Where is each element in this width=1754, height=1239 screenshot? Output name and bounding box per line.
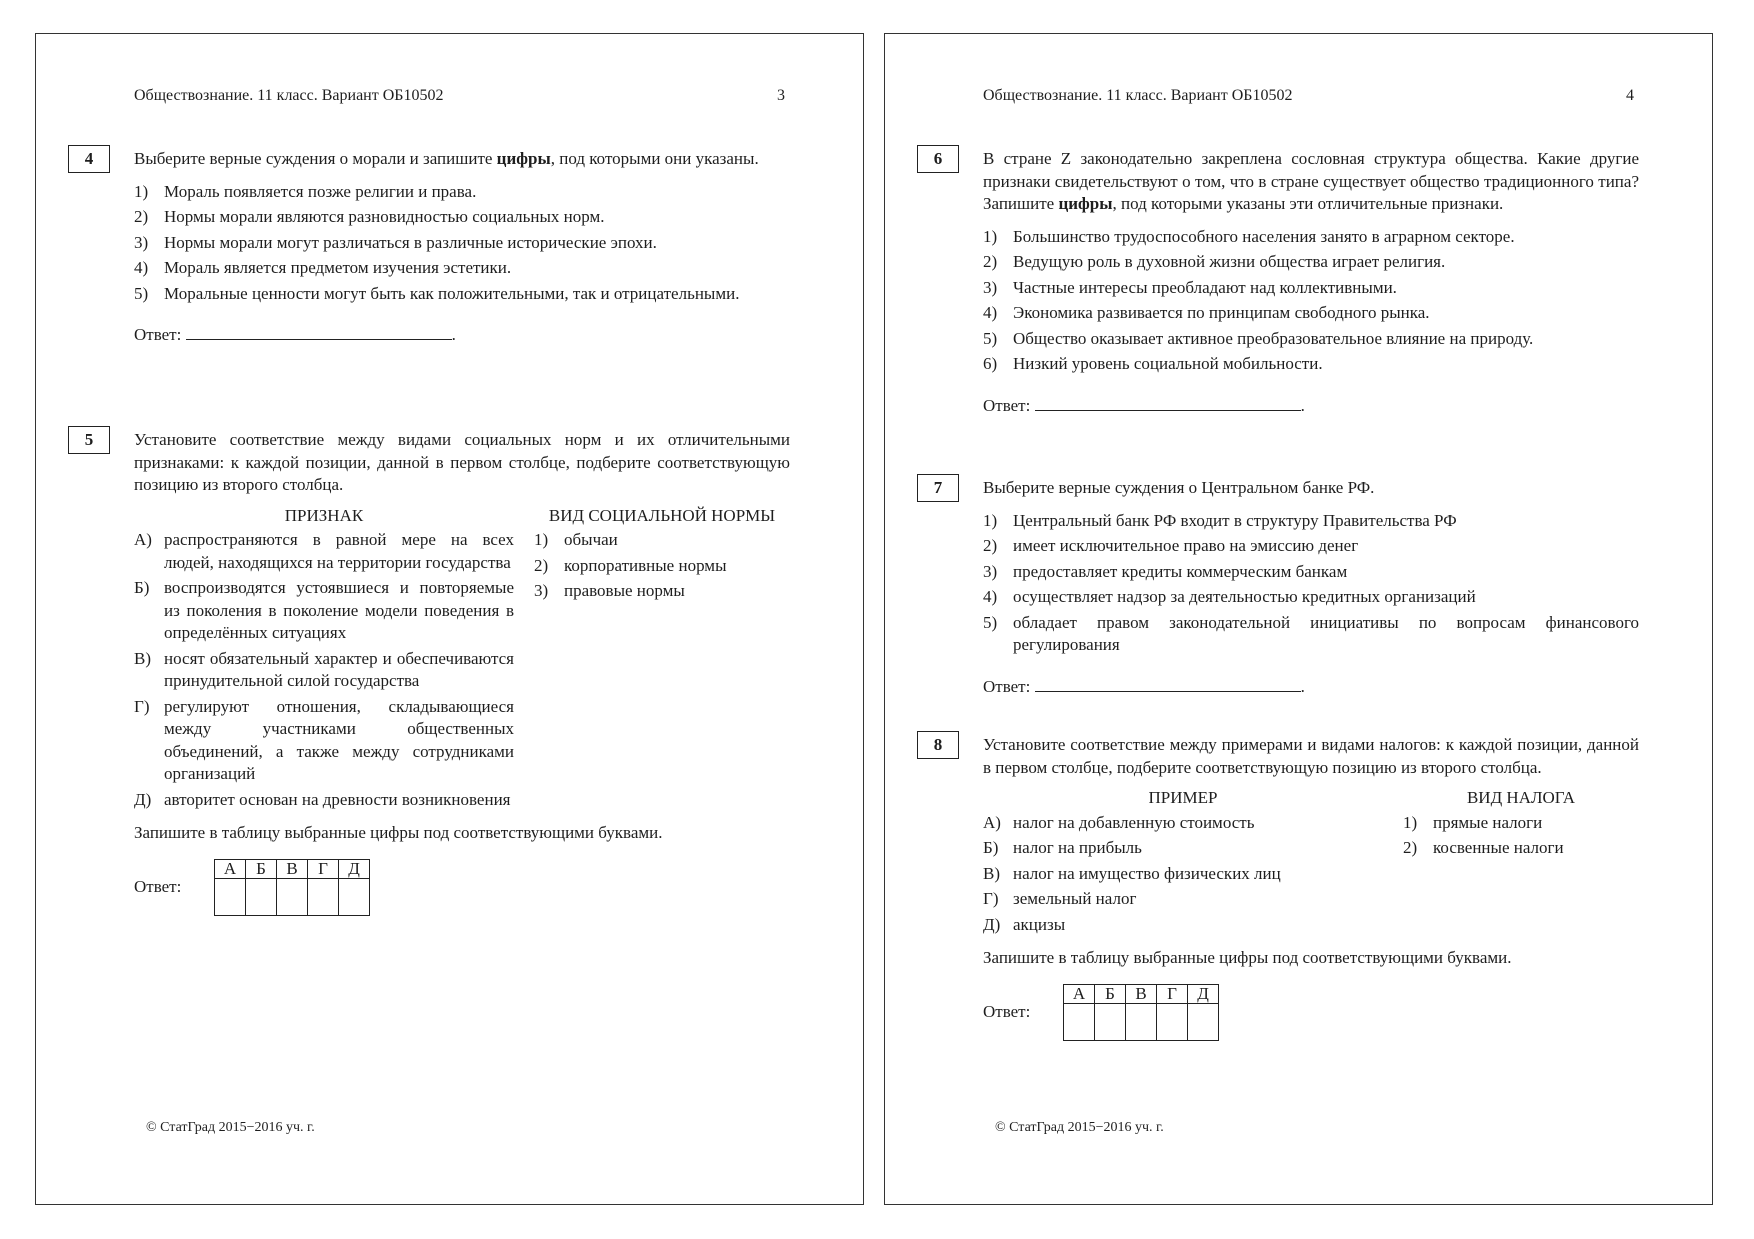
column-b-item: 3) правовые нормы — [534, 581, 685, 600]
answer-cell[interactable] — [277, 878, 308, 915]
option-item: 5) Моральные ценности могут быть как положительными, так и отрицательными. — [134, 283, 740, 303]
column-a-item: Б) налог на прибыль — [983, 838, 1142, 857]
answer-label: Ответ: — [983, 676, 1031, 696]
column-b-item: 2) косвенные налоги — [1403, 838, 1564, 857]
table-letter: А — [215, 859, 246, 878]
option-item: 1) Большинство трудоспособного населения занято в аграрном секторе. — [983, 226, 1515, 246]
table-letter: Г — [308, 859, 339, 878]
column-a-header: ПРИМЕР — [1148, 788, 1218, 807]
column-a-item: А) налог на добавленную стоимость — [983, 812, 1255, 832]
answer-cell[interactable] — [1157, 1003, 1188, 1040]
column-a-header: ПРИЗНАК — [284, 505, 364, 525]
column-b — [1383, 787, 1639, 939]
answer-line: Ответ: . — [983, 392, 1639, 418]
column-a-item: А) распространяются в равной мере на всех людей, находящихся на территории государства — [134, 530, 514, 572]
answer-table — [1063, 984, 1219, 1041]
question-stem: Выберите верные суждения о Центральном банке РФ. — [983, 478, 1375, 497]
answer-blank[interactable] — [186, 321, 452, 340]
options-list — [134, 181, 790, 306]
question-stem: Выберите верные суждения о морали и запишите цифры, под которыми они указаны. — [134, 149, 759, 168]
answer-table — [214, 859, 370, 916]
answer-blank[interactable] — [1035, 392, 1301, 411]
answer-line: Ответ: . — [983, 673, 1639, 699]
table-letter: А — [1064, 984, 1095, 1003]
answer-cell[interactable] — [246, 878, 277, 915]
question-6 — [983, 148, 1639, 417]
question-8 — [983, 734, 1639, 1041]
column-a-item: В) носят обязательный характер и обеспечиваются принудительной силой государства — [134, 648, 514, 690]
column-b-item: 2) корпоративные нормы — [534, 555, 727, 575]
option-item: 5) обладает правом законодательной инициативы по вопросам финансового регулирования — [983, 612, 1639, 654]
option-item: 1) Мораль появляется позже религии и права. — [134, 181, 477, 201]
page-3 — [35, 33, 864, 1205]
column-a-item: Г) земельный налог — [983, 889, 1137, 908]
question-number-box: 5 — [68, 426, 110, 454]
question-number-box: 8 — [917, 731, 959, 759]
page-number: 3 — [777, 87, 785, 104]
option-item: 3) Нормы морали могут различаться в различные исторические эпохи. — [134, 232, 657, 252]
table-letter: Д — [1188, 984, 1219, 1003]
option-item: 3) предоставляет кредиты коммерческим банкам — [983, 561, 1348, 581]
table-letter: Д — [339, 859, 370, 878]
question-stem: Установите соответствие между видами социальных норм и их отличительными признаками: к каждой позиции, данной в первом столбце, подберите соответствующую позицию из второго столбца. — [134, 430, 790, 494]
table-letter: В — [277, 859, 308, 878]
answer-cell[interactable] — [1095, 1003, 1126, 1040]
page-header-title: Обществознание. 11 класс. Вариант ОБ10502 — [134, 87, 444, 104]
column-a-item: Д) акцизы — [983, 914, 1066, 934]
column-b-header: ВИД НАЛОГА — [1466, 788, 1576, 807]
column-b-header: ВИД СОЦИАЛЬНОЙ НОРМЫ — [548, 505, 776, 525]
option-item: 2) Нормы морали являются разновидностью социальных норм. — [134, 207, 605, 226]
answer-cell[interactable] — [308, 878, 339, 915]
option-item: 6) Низкий уровень социальной мобильности. — [983, 354, 1323, 373]
column-a-item: Д) авторитет основан на древности возникновения — [134, 789, 511, 809]
question-5 — [134, 429, 790, 916]
question-4 — [134, 148, 790, 347]
column-b-item: 1) обычаи — [534, 530, 618, 549]
question-stem: В стране Z законодательно закреплена сословная структура общества. Какие другие признаки свидетельствуют о том, что в стране существует общество традиционного типа? Запишите цифры, под которыми указаны эти отличительные признаки. — [983, 149, 1639, 213]
option-item: 5) Общество оказывает активное преобразовательное влияние на природу. — [983, 328, 1534, 348]
instruction: Запишите в таблицу выбранные цифры под соответствующими буквами. — [134, 823, 663, 842]
answer-cell[interactable] — [1064, 1003, 1095, 1040]
option-item: 1) Центральный банк РФ входит в структуру Правительства РФ — [983, 510, 1457, 530]
question-number-box: 4 — [68, 145, 110, 173]
option-item: 2) Ведущую роль в духовной жизни общества играет религия. — [983, 252, 1446, 271]
page-number: 4 — [1626, 87, 1634, 104]
table-letter: Г — [1157, 984, 1188, 1003]
page-footer: © СтатГрад 2015−2016 уч. г. — [146, 1120, 315, 1135]
answer-cell[interactable] — [339, 878, 370, 915]
question-number-box: 6 — [917, 145, 959, 173]
answer-label: Ответ: — [983, 1001, 1031, 1021]
column-b — [514, 505, 790, 815]
answer-label: Ответ: — [134, 876, 182, 896]
matching-columns — [134, 505, 790, 815]
options-list — [983, 226, 1639, 376]
option-item: 3) Частные интересы преобладают над коллективными. — [983, 277, 1397, 297]
answer-cell[interactable] — [1126, 1003, 1157, 1040]
table-letter: Б — [1095, 984, 1126, 1003]
option-item: 4) осуществляет надзор за деятельностью кредитных организаций — [983, 587, 1476, 606]
table-letter: Б — [246, 859, 277, 878]
instruction: Запишите в таблицу выбранные цифры под соответствующими буквами. — [983, 948, 1512, 967]
question-stem: Установите соответствие между примерами и видами налогов: к каждой позиции, данной в первом столбце, подберите соответствующую позицию из второго столбца. — [983, 735, 1639, 777]
matching-columns — [983, 787, 1639, 939]
column-a-item: В) налог на имущество физических лиц — [983, 863, 1281, 883]
column-a — [134, 505, 514, 815]
answer-blank[interactable] — [1035, 673, 1301, 692]
answer-cell[interactable] — [215, 878, 246, 915]
column-a-item: Г) регулируют отношения, складывающиеся между участниками общественных объединений, а также между сотрудниками организаций — [134, 696, 514, 783]
options-list — [983, 510, 1639, 657]
answer-line: Ответ: . — [134, 321, 790, 347]
page-4 — [884, 33, 1713, 1205]
answer-cell[interactable] — [1188, 1003, 1219, 1040]
answer-label: Ответ: — [134, 325, 182, 344]
option-item: 4) Экономика развивается по принципам свободного рынка. — [983, 303, 1430, 322]
column-a — [983, 787, 1383, 939]
page-header-title: Обществознание. 11 класс. Вариант ОБ10502 — [983, 87, 1293, 104]
page-footer: © СтатГрад 2015−2016 уч. г. — [995, 1120, 1164, 1135]
answer-label: Ответ: — [983, 395, 1031, 415]
option-item: 4) Мораль является предметом изучения эстетики. — [134, 258, 512, 277]
answer-table-wrap — [983, 984, 1639, 1041]
option-item: 2) имеет исключительное право на эмиссию денег — [983, 536, 1359, 555]
table-letter: В — [1126, 984, 1157, 1003]
question-number-box: 7 — [917, 474, 959, 502]
question-7 — [983, 477, 1639, 698]
column-b-item: 1) прямые налоги — [1403, 812, 1543, 832]
column-a-item: Б) воспроизводятся устоявшиеся и повторяемые из поколения в поколение модели поведения в определённых ситуациях — [134, 578, 514, 642]
answer-table-wrap — [134, 859, 790, 916]
